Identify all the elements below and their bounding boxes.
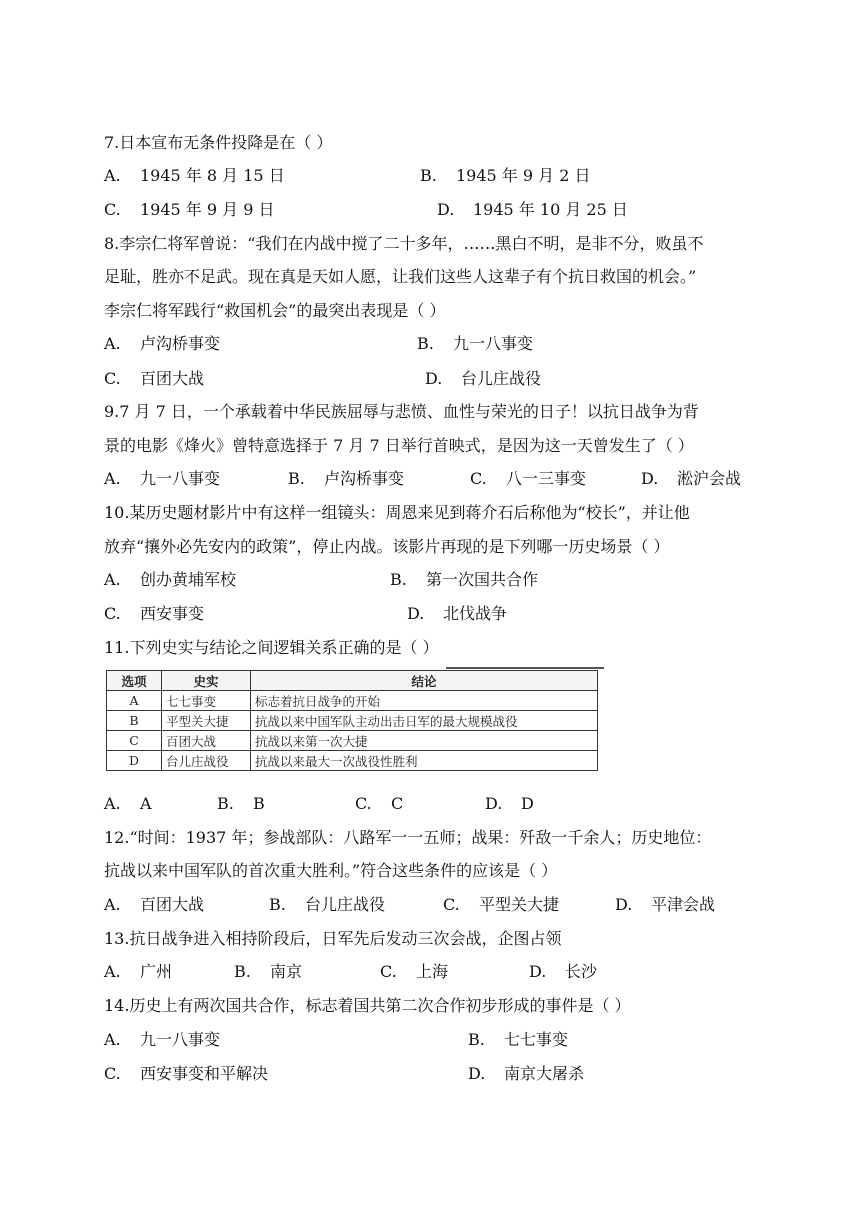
option-letter: B. bbox=[417, 334, 434, 353]
question-7-option-d[interactable] bbox=[437, 200, 628, 220]
option-text: 台儿庄战役 bbox=[461, 369, 542, 388]
option-text: C bbox=[391, 794, 404, 813]
option-text: 八一三事变 bbox=[506, 469, 587, 488]
question-10-stem-line-1: 10.某历史题材影片中有这样一组镜头：周恩来见到蒋介石后称他为“校长”，并让他 bbox=[104, 503, 690, 522]
option-letter: A. bbox=[104, 962, 121, 981]
option-letter: C. bbox=[104, 1064, 121, 1083]
question-9-option-c[interactable] bbox=[470, 469, 586, 489]
option-text: 南京 bbox=[270, 962, 303, 981]
table-cell-conclusion: 抗战以来第一次大捷 bbox=[251, 731, 598, 751]
option-text: 第一次国共合作 bbox=[426, 570, 539, 589]
option-letter: D. bbox=[437, 200, 455, 219]
option-letter: B. bbox=[390, 570, 407, 589]
question-11-option-d[interactable] bbox=[485, 794, 534, 814]
question-12-option-b[interactable] bbox=[269, 895, 385, 915]
option-text: 创办黄埔军校 bbox=[140, 570, 237, 589]
option-text: 北伐战争 bbox=[443, 604, 508, 623]
question-7-option-c[interactable] bbox=[104, 200, 275, 220]
option-letter: B. bbox=[217, 794, 234, 813]
question-12-option-d[interactable] bbox=[615, 895, 715, 915]
option-letter: D. bbox=[425, 369, 443, 388]
question-8-stem-line-2: 足耻，胜亦不足武。现在真是天如人愿，让我们这些人这辈子有个抗日救国的机会。” bbox=[104, 267, 697, 286]
question-10-stem-line-2: 放弃“攘外必先安内的政策”，停止内战。该影片再现的是下列哪一历史场景（ ） bbox=[104, 537, 670, 556]
option-letter: D. bbox=[615, 895, 633, 914]
option-letter: C. bbox=[104, 369, 121, 388]
table-header-fact: 史实 bbox=[162, 671, 251, 691]
question-9-option-a[interactable] bbox=[104, 469, 220, 489]
option-text: 1945 年 8 月 15 日 bbox=[140, 166, 285, 185]
option-text: 百团大战 bbox=[140, 895, 205, 914]
option-text: B bbox=[253, 794, 265, 813]
option-text: 长沙 bbox=[565, 962, 598, 981]
table-cell-conclusion: 标志着抗日战争的开始 bbox=[251, 691, 598, 711]
question-11-option-a[interactable] bbox=[104, 794, 152, 814]
option-letter: A. bbox=[104, 166, 121, 185]
table-cell-option: D bbox=[107, 751, 162, 771]
table-cell-fact: 台儿庄战役 bbox=[162, 751, 251, 771]
question-10-option-d[interactable] bbox=[407, 604, 507, 624]
table-row bbox=[107, 691, 598, 711]
question-10-option-b[interactable] bbox=[390, 570, 538, 590]
table-cell-option: B bbox=[107, 711, 162, 731]
question-10-option-c[interactable] bbox=[104, 604, 204, 624]
option-letter: C. bbox=[380, 962, 397, 981]
question-8-option-a[interactable] bbox=[104, 334, 220, 354]
option-text: 卢沟桥事变 bbox=[324, 469, 405, 488]
option-letter: B. bbox=[269, 895, 286, 914]
question-10-option-a[interactable] bbox=[104, 570, 236, 590]
table-cell-fact: 平型关大捷 bbox=[162, 711, 251, 731]
option-letter: C. bbox=[443, 895, 460, 914]
question-13-stem: 13.抗日战争进入相持阶段后，日军先后发动三次会战，企图占领 bbox=[104, 929, 562, 948]
option-text: 九一八事变 bbox=[140, 469, 221, 488]
option-text: D bbox=[521, 794, 534, 813]
option-text: 九一八事变 bbox=[140, 1030, 221, 1049]
question-8-option-d[interactable] bbox=[425, 369, 541, 389]
option-letter: C. bbox=[104, 604, 121, 623]
question-13-option-a[interactable] bbox=[104, 962, 172, 982]
question-7-option-a[interactable] bbox=[104, 166, 285, 186]
option-letter: D. bbox=[407, 604, 425, 623]
question-14-option-c[interactable] bbox=[104, 1064, 268, 1084]
question-11-stem: 11.下列史实与结论之间逻辑关系正确的是（ ） bbox=[104, 638, 439, 657]
option-text: 上海 bbox=[416, 962, 449, 981]
option-text: 七七事变 bbox=[504, 1030, 569, 1049]
option-letter: C. bbox=[355, 794, 372, 813]
question-11-table bbox=[106, 670, 598, 771]
table-row bbox=[107, 751, 598, 771]
option-text: 南京大屠杀 bbox=[504, 1064, 585, 1083]
option-text: 1945 年 9 月 9 日 bbox=[140, 200, 275, 219]
question-13-option-d[interactable] bbox=[529, 962, 597, 982]
question-9-option-b[interactable] bbox=[288, 469, 404, 489]
question-14-option-a[interactable] bbox=[104, 1030, 220, 1050]
question-7-stem: 7.日本宣布无条件投降是在（ ） bbox=[104, 133, 333, 152]
option-text: 百团大战 bbox=[140, 369, 205, 388]
table-cell-conclusion: 抗战以来中国军队主动出击日军的最大规模战役 bbox=[251, 711, 598, 731]
option-text: 西安事变 bbox=[140, 604, 205, 623]
option-letter: A. bbox=[104, 469, 121, 488]
table-cell-fact: 七七事变 bbox=[162, 691, 251, 711]
table-header-row bbox=[107, 671, 598, 691]
option-text: 平型关大捷 bbox=[479, 895, 560, 914]
option-letter: A. bbox=[104, 895, 121, 914]
question-13-option-b[interactable] bbox=[234, 962, 302, 982]
option-letter: A. bbox=[104, 1030, 121, 1049]
question-14-option-b[interactable] bbox=[468, 1030, 568, 1050]
table-row bbox=[107, 731, 598, 751]
table-cell-option: C bbox=[107, 731, 162, 751]
option-letter: D. bbox=[468, 1064, 486, 1083]
option-letter: B. bbox=[288, 469, 305, 488]
option-letter: C. bbox=[104, 200, 121, 219]
option-letter: A. bbox=[104, 334, 121, 353]
scan-artifact-line bbox=[446, 667, 604, 669]
option-text: 西安事变和平解决 bbox=[140, 1064, 269, 1083]
question-13-option-c[interactable] bbox=[380, 962, 448, 982]
option-letter: C. bbox=[470, 469, 487, 488]
table-cell-conclusion: 抗战以来最大一次战役性胜利 bbox=[251, 751, 598, 771]
question-8-option-b[interactable] bbox=[417, 334, 533, 354]
table-row bbox=[107, 711, 598, 731]
question-14-stem: 14.历史上有两次国共合作，标志着国共第二次合作初步形成的事件是（ ） bbox=[104, 996, 631, 1015]
question-12-option-c[interactable] bbox=[443, 895, 559, 915]
option-text: A bbox=[140, 794, 152, 813]
question-11-option-b[interactable] bbox=[217, 794, 265, 814]
table-header-conclusion: 结论 bbox=[251, 671, 598, 691]
question-12-option-a[interactable] bbox=[104, 895, 204, 915]
question-9-stem-line-2: 景的电影《烽火》曾特意选择于 7 月 7 日举行首映式，是因为这一天曾发生了（ ） bbox=[104, 436, 694, 455]
table-header-option: 选项 bbox=[107, 671, 162, 691]
option-letter: A. bbox=[104, 570, 121, 589]
option-letter: D. bbox=[485, 794, 503, 813]
question-12-stem-line-2: 抗战以来中国军队的首次重大胜利。”符合这些条件的应该是（ ） bbox=[104, 861, 558, 880]
question-8-stem-line-3: 李宗仁将军践行“救国机会”的最突出表现是（ ） bbox=[104, 301, 446, 320]
question-9-stem-line-1: 9.7 月 7 日，一个承载着中华民族屈辱与悲愤、血性与荣光的日子！以抗日战争为背 bbox=[104, 402, 699, 421]
question-9-option-d[interactable] bbox=[641, 469, 741, 489]
option-text: 卢沟桥事变 bbox=[140, 334, 221, 353]
option-letter: A. bbox=[104, 794, 121, 813]
option-letter: B. bbox=[234, 962, 251, 981]
option-letter: B. bbox=[468, 1030, 485, 1049]
option-letter: B. bbox=[420, 166, 437, 185]
option-letter: D. bbox=[529, 962, 547, 981]
table-cell-fact: 百团大战 bbox=[162, 731, 251, 751]
option-text: 广州 bbox=[140, 962, 173, 981]
option-text: 台儿庄战役 bbox=[305, 895, 386, 914]
table-cell-option: A bbox=[107, 691, 162, 711]
option-text: 平津会战 bbox=[651, 895, 716, 914]
option-text: 1945 年 9 月 2 日 bbox=[456, 166, 591, 185]
option-text: 淞沪会战 bbox=[677, 469, 742, 488]
question-12-stem-line-1: 12.“时间：1937 年；参战部队：八路军一一五师；战果：歼敌一千余人；历史地位： bbox=[104, 828, 712, 847]
option-letter: D. bbox=[641, 469, 659, 488]
question-14-option-d[interactable] bbox=[468, 1064, 584, 1084]
question-7-option-b[interactable] bbox=[420, 166, 591, 186]
question-11-option-c[interactable] bbox=[355, 794, 403, 814]
question-8-option-c[interactable] bbox=[104, 369, 204, 389]
question-8-stem-line-1: 8.李宗仁将军曾说：“我们在内战中搅了二十多年，……黑白不明，是非不分，败虽不 bbox=[104, 234, 704, 253]
option-text: 九一八事变 bbox=[453, 334, 534, 353]
option-text: 1945 年 10 月 25 日 bbox=[473, 200, 628, 219]
